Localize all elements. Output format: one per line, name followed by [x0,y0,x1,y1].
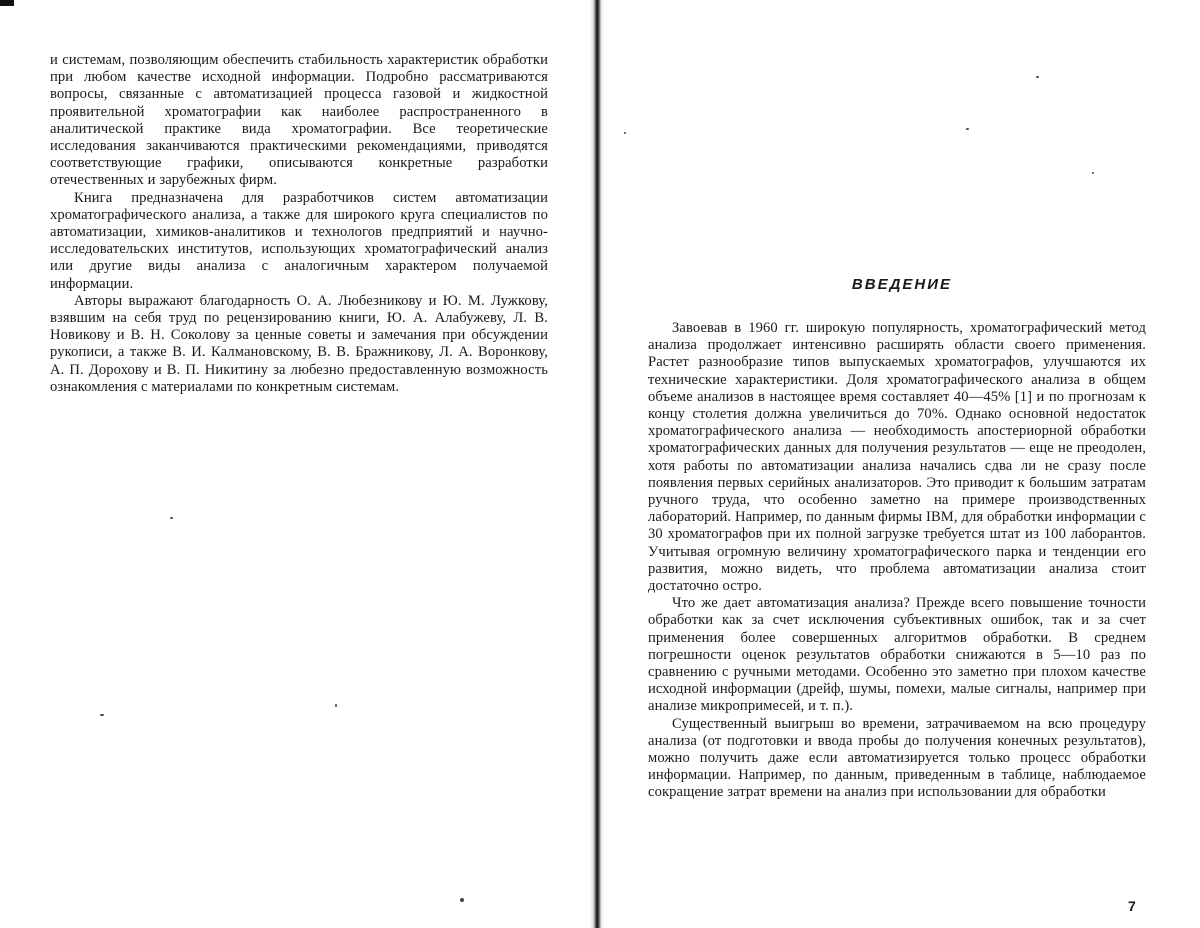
scan-speck [1092,172,1094,174]
left-page-text [50,52,548,396]
scan-speck [170,517,173,519]
scan-speck [966,128,969,130]
paragraph: Существенный выигрыш во времени, затрачиваемом на всю процедуру анализа (от подготовки и ввода пробы до получения конечных результатов), можно получить даже если автоматизируется только процесс обработки информации. Например, по данным, приведенным в таблице, наблюдаемое сокращение затрат времени на анализ при использовании для обработки [648,715,1146,801]
scan-speck [335,704,337,707]
book-gutter [590,0,604,928]
paragraph: Книга предназначена для разработчиков систем автоматизации хроматографического анализа, а также для широкого круга специалистов по автоматизации, химиков-аналитиков и технологов предприятий и научно-исследовательских институтов, использующих хроматографический анализ или другие виды анализа с аналогичным характером получаемой информации. [50,189,548,292]
scan-speck [100,714,104,716]
paragraph: Завоевав в 1960 гг. широкую популярность, хроматографический метод анализа продолжает интенсивно расширять области своего применения. Растет разнообразие типов выпускаемых хроматографов, улучшаются их технические характеристики. Доля хроматографического анализа в общем объеме анализов в настоящее время составляет 40—45% [1] и по прогнозам к концу столетия должна увеличиться до 70%. Однако основной недостаток хроматографического анализа — необходимость апостериорной обработки хроматографических данных для получения результатов — еще не преодолен, хотя работы по автоматизации анализа начались сдва ли не сразу после появления первых серийных анализаторов. Это приводит к большим затратам ручного труда, что особенно заметно на примере производственных лабораторий. Например, по данным фирмы IBM, для обработки информации с 30 хроматографов при их полной загрузке требуется штат из 100 лаборантов. Учитывая огромную величину хроматографического парка и тенденции его развития, можно видеть, что проблема автоматизации анализа стоит достаточно остро. [648,320,1146,595]
scan-speck [624,132,626,134]
chapter-title: ВВЕДЕНИЕ [851,276,953,293]
left-page [0,0,590,928]
right-page [604,0,1200,928]
paragraph: Авторы выражают благодарность О. А. Любезникову и Ю. М. Лужкову, взявшим на себя труд по рецензированию книги, Ю. А. Алабужеву, Л. В. Новикову и В. Н. Соколову за ценные советы и замечания при обсуждении рукописи, а также В. И. Калмановскому, В. В. Бражникову, Л. А. Воронкову, А. П. Дорохову и В. П. Никитину за любезно предоставленную возможность ознакомления с материалами по конкретным системам. [50,292,548,395]
scan-speck [1036,76,1039,78]
scan-speck [460,898,464,902]
page-number: 7 [1128,898,1136,914]
paragraph: и системам, позволяющим обеспечить стабильность характеристик обработки при любом качестве исходной информации. Подробно рассматриваются вопросы, связанные с автоматизацией процесса газовой и жидкостной проявительной хроматографии как наиболее распространенного в аналитической практике вида хроматографии. Все теоретические исследования заканчиваются практическими рекомендациями, приводятся соответствующие графики, описываются конкретные разработки отечественных и зарубежных фирм. [50,52,548,189]
right-page-text [648,320,1146,802]
paragraph: Что же дает автоматизация анализа? Прежде всего повышение точности обработки как за счет исключения субъективных ошибок, так и за счет применения более совершенных алгоритмов обработки. В среднем погрешности оценок результатов обработки снижаются в 5—10 раз по сравнению с ручными методами. Особенно это заметно при плохом качестве исходной информации (дрейф, шумы, помехи, малые сигналы, например при анализе микропримесей, и т. п.). [648,595,1146,715]
